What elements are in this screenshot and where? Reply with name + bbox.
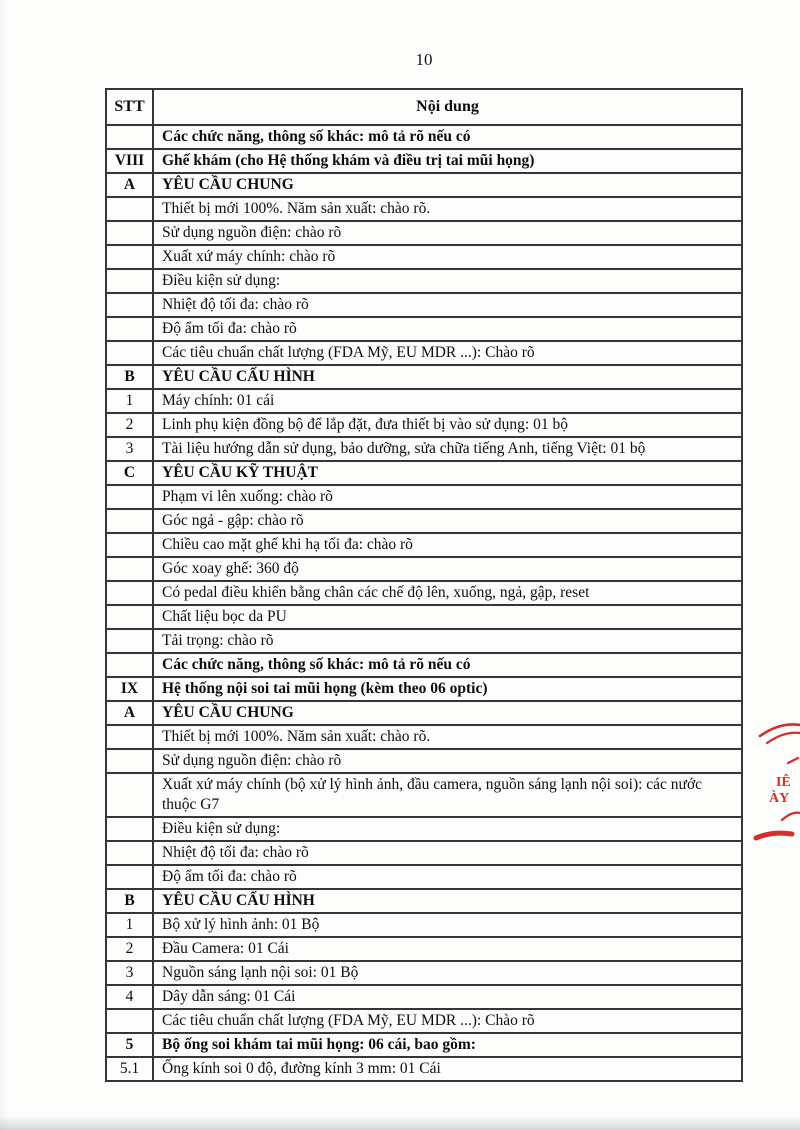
content-cell: Sử dụng nguồn điện: chào rõ (153, 221, 742, 245)
stt-cell: 2 (106, 937, 153, 961)
stt-cell (106, 485, 153, 509)
stt-cell: 3 (106, 437, 153, 461)
content-cell: Các tiêu chuẩn chất lượng (FDA Mỹ, EU MDR ...): Chào rõ (153, 1009, 742, 1033)
stt-cell (106, 629, 153, 653)
stt-cell: 3 (106, 961, 153, 985)
content-cell: Phạm vi lên xuống: chào rõ (153, 485, 742, 509)
table-row (106, 653, 742, 677)
table-row (106, 937, 742, 961)
content-cell: Chất liệu bọc da PU (153, 605, 742, 629)
content-cell: Tải trọng: chào rõ (153, 629, 742, 653)
content-cell: Góc xoay ghế: 360 độ (153, 557, 742, 581)
content-cell: Bộ ống soi khám tai mũi họng: 06 cái, bao gồm: (153, 1033, 742, 1057)
stamp-text-fragment: ÀY (769, 791, 790, 806)
content-cell: Tài liệu hướng dẫn sử dụng, bảo dưỡng, sửa chữa tiếng Anh, tiếng Việt: 01 bộ (153, 437, 742, 461)
table-row (106, 725, 742, 749)
table-row (106, 677, 742, 701)
table-row (106, 509, 742, 533)
table-row (106, 533, 742, 557)
stt-cell: 4 (106, 985, 153, 1009)
content-cell: Độ ẩm tối đa: chào rõ (153, 317, 742, 341)
table-row (106, 341, 742, 365)
stt-cell (106, 269, 153, 293)
red-stamp-fragment-icon (752, 716, 800, 856)
stt-cell (106, 1009, 153, 1033)
table-row (106, 841, 742, 865)
content-cell: Ghế khám (cho Hệ thống khám và điều trị tai mũi họng) (153, 149, 742, 173)
table-row (106, 773, 742, 817)
table-row (106, 221, 742, 245)
stt-cell: 1 (106, 913, 153, 937)
stt-cell: A (106, 701, 153, 725)
content-cell: Độ ẩm tối đa: chào rõ (153, 865, 742, 889)
stt-cell: A (106, 173, 153, 197)
stt-cell (106, 653, 153, 677)
scan-edge-shadow-left (0, 0, 10, 1130)
stt-cell (106, 725, 153, 749)
content-cell: Xuất xứ máy chính: chào rõ (153, 245, 742, 269)
table-row (106, 413, 742, 437)
stt-cell (106, 221, 153, 245)
stt-cell: C (106, 461, 153, 485)
content-cell: YÊU CẦU KỸ THUẬT (153, 461, 742, 485)
table-row (106, 245, 742, 269)
stt-cell (106, 509, 153, 533)
content-cell: Các chức năng, thông số khác: mô tả rõ nếu có (153, 653, 742, 677)
content-cell: Điều kiện sử dụng: (153, 269, 742, 293)
stamp-text-fragment: IÊ (776, 775, 791, 790)
header-cell-noi-dung: Nội dung (153, 89, 742, 125)
table-row (106, 365, 742, 389)
content-cell: YÊU CẦU CẤU HÌNH (153, 889, 742, 913)
page-number: 10 (415, 50, 433, 69)
content-cell: Máy chính: 01 cái (153, 389, 742, 413)
table-row (106, 437, 742, 461)
content-cell: Các chức năng, thông số khác: mô tả rõ nếu có (153, 125, 742, 149)
stt-cell: VIII (106, 149, 153, 173)
spec-table (105, 88, 743, 1082)
table-row (106, 865, 742, 889)
stt-cell (106, 317, 153, 341)
stt-cell (106, 557, 153, 581)
content-cell: Thiết bị mới 100%. Năm sản xuất: chào rõ. (153, 725, 742, 749)
content-cell: Ống kính soi 0 độ, đường kính 3 mm: 01 Cái (153, 1057, 742, 1081)
content-cell: Thiết bị mới 100%. Năm sản xuất: chào rõ. (153, 197, 742, 221)
table-row (106, 293, 742, 317)
table-row (106, 889, 742, 913)
stt-cell: 5.1 (106, 1057, 153, 1081)
header-cell-stt: STT (106, 89, 153, 125)
content-cell: Dây dẫn sáng: 01 Cái (153, 985, 742, 1009)
stt-cell: IX (106, 677, 153, 701)
scan-edge-shadow-bottom (0, 1116, 800, 1130)
table-row (106, 581, 742, 605)
stt-cell (106, 341, 153, 365)
stt-cell (106, 749, 153, 773)
table-row (106, 317, 742, 341)
table-row (106, 701, 742, 725)
stt-cell (106, 581, 153, 605)
stt-cell: B (106, 365, 153, 389)
content-cell: Nguồn sáng lạnh nội soi: 01 Bộ (153, 961, 742, 985)
table-row (106, 197, 742, 221)
table-row (106, 173, 742, 197)
content-cell: Chiều cao mặt ghế khi hạ tối đa: chào rõ (153, 533, 742, 557)
stt-cell (106, 533, 153, 557)
content-cell: Sử dụng nguồn điện: chào rõ (153, 749, 742, 773)
table-row (106, 629, 742, 653)
content-cell: Đầu Camera: 01 Cái (153, 937, 742, 961)
content-cell: Góc ngả - gập: chào rõ (153, 509, 742, 533)
content-cell: Nhiệt độ tối đa: chào rõ (153, 293, 742, 317)
table-row (106, 1057, 742, 1081)
stt-cell (106, 773, 153, 817)
stt-cell: B (106, 889, 153, 913)
content-cell: YÊU CẦU CHUNG (153, 173, 742, 197)
table-header-row (106, 89, 742, 125)
stt-cell: 2 (106, 413, 153, 437)
table-row (106, 605, 742, 629)
table-row (106, 149, 742, 173)
content-cell: Có pedal điều khiển bằng chân các chế độ lên, xuống, ngả, gập, reset (153, 581, 742, 605)
content-cell: Hệ thống nội soi tai mũi họng (kèm theo 06 optic) (153, 677, 742, 701)
content-cell: Điều kiện sử dụng: (153, 817, 742, 841)
table-row (106, 269, 742, 293)
table-row (106, 1033, 742, 1057)
content-cell: Bộ xử lý hình ảnh: 01 Bộ (153, 913, 742, 937)
content-cell: YÊU CẦU CHUNG (153, 701, 742, 725)
table-row (106, 817, 742, 841)
content-cell: Các tiêu chuẩn chất lượng (FDA Mỹ, EU MDR ...): Chào rõ (153, 341, 742, 365)
table-row (106, 485, 742, 509)
stt-cell: 1 (106, 389, 153, 413)
table-row (106, 985, 742, 1009)
table-row (106, 961, 742, 985)
stt-cell: 5 (106, 1033, 153, 1057)
content-cell: YÊU CẦU CẤU HÌNH (153, 365, 742, 389)
stt-cell (106, 125, 153, 149)
stt-cell (106, 841, 153, 865)
table-row (106, 557, 742, 581)
stt-cell (106, 605, 153, 629)
stt-cell (106, 197, 153, 221)
table-row (106, 461, 742, 485)
table-row (106, 125, 742, 149)
stt-cell (106, 817, 153, 841)
content-cell: Linh phụ kiện đồng bộ để lắp đặt, đưa thiết bị vào sử dụng: 01 bộ (153, 413, 742, 437)
table-row (106, 1009, 742, 1033)
stt-cell (106, 245, 153, 269)
table-row (106, 749, 742, 773)
stt-cell (106, 865, 153, 889)
table-row (106, 389, 742, 413)
stt-cell (106, 293, 153, 317)
table-row (106, 913, 742, 937)
content-cell: Nhiệt độ tối đa: chào rõ (153, 841, 742, 865)
content-cell: Xuất xứ máy chính (bộ xử lý hình ảnh, đầu camera, nguồn sáng lạnh nội soi): các nước thuộc G7 (153, 773, 742, 817)
